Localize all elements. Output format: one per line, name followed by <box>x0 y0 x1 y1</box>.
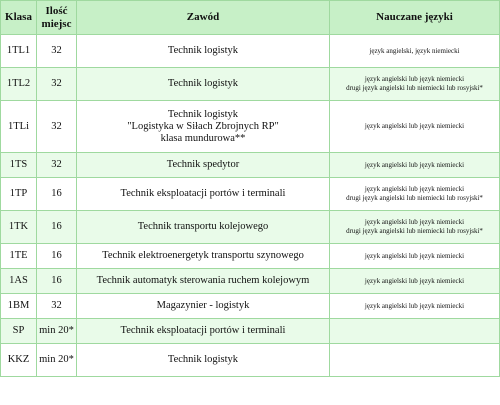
table-row <box>1 269 500 294</box>
zawod-line: Technik spedytor <box>166 159 240 170</box>
table-header-row <box>1 1 500 35</box>
header-ilosc-line1: Ilość <box>45 4 68 17</box>
table-row <box>1 35 500 68</box>
cell-jezyki <box>330 101 500 153</box>
jezyki-line: język angielski lub język niemiecki <box>364 276 465 285</box>
cell-ilosc-miejsc: 16 <box>37 269 77 294</box>
cell-zawod <box>77 211 330 244</box>
table-body <box>1 35 500 377</box>
table-row <box>1 294 500 319</box>
zawod-line: Technik logistyk <box>167 354 239 365</box>
cell-zawod <box>77 244 330 269</box>
header-ilosc-line2: miejsc <box>41 17 72 30</box>
cell-zawod <box>77 344 330 377</box>
cell-ilosc-miejsc: 32 <box>37 294 77 319</box>
jezyki-line: drugi język angielski lub niemiecki lub rosyjski* <box>346 194 483 202</box>
zawod-line: Technik logistyk <box>167 108 239 120</box>
header-ilosc-miejsc <box>37 1 77 35</box>
jezyki-line: język angielski lub język niemiecki <box>364 301 465 310</box>
zawod-line: "Logistyka w Siłach Zbrojnych RP" <box>127 120 279 132</box>
cell-jezyki <box>330 294 500 319</box>
cell-zawod <box>77 269 330 294</box>
zawod-line: Technik elektroenergetyk transportu szynowego <box>102 250 304 261</box>
cell-klasa: 1TL1 <box>1 35 37 68</box>
table-row <box>1 319 500 344</box>
cell-klasa: 1BM <box>1 294 37 319</box>
cell-ilosc-miejsc: min 20* <box>37 344 77 377</box>
header-jezyki: Nauczane języki <box>330 1 500 35</box>
cell-jezyki <box>330 178 500 211</box>
table-row <box>1 344 500 377</box>
table-row <box>1 101 500 153</box>
cell-zawod <box>77 68 330 101</box>
cell-ilosc-miejsc: 32 <box>37 68 77 101</box>
zawod-line: Technik automatyk sterowania ruchem kolejowym <box>96 275 310 286</box>
cell-zawod <box>77 319 330 344</box>
cell-jezyki <box>330 319 500 344</box>
cell-ilosc-miejsc: 16 <box>37 244 77 269</box>
cell-ilosc-miejsc: 32 <box>37 35 77 68</box>
cell-klasa: KKZ <box>1 344 37 377</box>
cell-klasa: SP <box>1 319 37 344</box>
zawod-line: klasa mundurowa** <box>160 132 246 144</box>
cell-klasa: 1TP <box>1 178 37 211</box>
header-zawod: Zawód <box>77 1 330 35</box>
table-row <box>1 211 500 244</box>
cell-jezyki <box>330 153 500 178</box>
jezyki-line: język angielski lub język niemiecki <box>364 122 465 130</box>
cell-ilosc-miejsc: 16 <box>37 211 77 244</box>
cell-zawod <box>77 101 330 153</box>
cell-jezyki <box>330 211 500 244</box>
jezyki-line: język angielski, język niemiecki <box>369 46 460 55</box>
cell-zawod <box>77 294 330 319</box>
cell-jezyki <box>330 344 500 377</box>
jezyki-line: drugi język angielski lub niemiecki lub rosyjski* <box>346 227 483 235</box>
table-row <box>1 178 500 211</box>
cell-jezyki <box>330 68 500 101</box>
cell-klasa: 1TE <box>1 244 37 269</box>
jezyki-line: język angielski lub język niemiecki <box>364 251 465 260</box>
zawod-line: Technik logistyk <box>167 78 239 89</box>
jezyki-line: język angielski lub język niemiecki <box>364 160 465 169</box>
cell-jezyki <box>330 35 500 68</box>
cell-jezyki <box>330 244 500 269</box>
cell-klasa: 1TS <box>1 153 37 178</box>
cell-ilosc-miejsc: 16 <box>37 178 77 211</box>
zawod-line: Technik transportu kolejowego <box>137 221 269 232</box>
table-row <box>1 68 500 101</box>
jezyki-line: język angielski lub język niemiecki <box>364 75 465 83</box>
cell-ilosc-miejsc: 32 <box>37 101 77 153</box>
table-row <box>1 153 500 178</box>
cell-klasa: 1AS <box>1 269 37 294</box>
zawod-line: Magazynier - logistyk <box>156 300 250 311</box>
cell-zawod <box>77 178 330 211</box>
jezyki-line: język angielski lub język niemiecki <box>364 218 465 226</box>
cell-klasa: 1TK <box>1 211 37 244</box>
jezyki-line: język angielski lub język niemiecki <box>364 185 465 193</box>
cell-ilosc-miejsc: 32 <box>37 153 77 178</box>
cell-klasa: 1TLi <box>1 101 37 153</box>
header-klasa: Klasa <box>1 1 37 35</box>
zawod-line: Technik eksploatacji portów i terminali <box>120 325 286 336</box>
table-row <box>1 244 500 269</box>
zawod-line: Technik logistyk <box>167 45 239 56</box>
cell-klasa: 1TL2 <box>1 68 37 101</box>
jezyki-line: drugi język angielski lub niemiecki lub rosyjski* <box>346 84 483 92</box>
cell-jezyki <box>330 269 500 294</box>
cell-zawod <box>77 35 330 68</box>
cell-zawod <box>77 153 330 178</box>
cell-ilosc-miejsc: min 20* <box>37 319 77 344</box>
zawod-line: Technik eksploatacji portów i terminali <box>120 188 286 199</box>
